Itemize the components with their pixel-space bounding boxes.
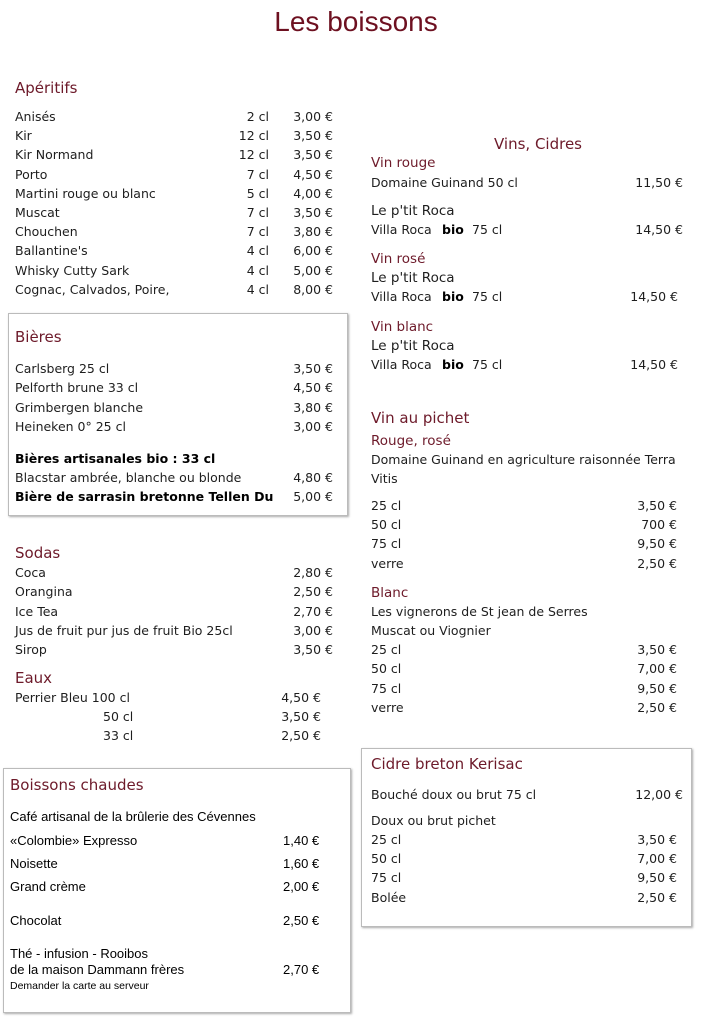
item-price: 3,50 €: [293, 642, 333, 658]
item-price: 2,00 €: [283, 879, 320, 894]
item-name: Martini rouge ou blanc: [15, 185, 156, 201]
item-name: «Colombie» Expresso: [10, 833, 138, 848]
item-price: 2,50 €: [637, 699, 677, 715]
item-price: 2,50 €: [637, 555, 677, 571]
item-name: Muscat: [15, 205, 60, 220]
item-name: 50 cl: [371, 661, 402, 677]
item-name: Kir: [15, 128, 32, 144]
item-name: 75 cl: [371, 680, 402, 696]
item-name: 25 cl: [371, 642, 402, 657]
item-volume: 75 cl: [472, 222, 503, 237]
bio-label: bio: [442, 222, 464, 237]
item-price: 2,70 €: [283, 962, 320, 977]
bio-label: bio: [442, 357, 464, 372]
item-name: Blacstar ambrée, blanche ou blonde: [15, 470, 242, 485]
item-volume: 4 cl: [246, 262, 269, 278]
item-price: 11,50 €: [635, 175, 683, 190]
item-price: 2,50 €: [637, 889, 677, 905]
item-price: 3,00 €: [293, 418, 333, 434]
section-heading-pitcher-wine: Vin au pichet: [371, 409, 470, 427]
item-name: Ice Tea: [15, 603, 59, 619]
item-name: Ballantine's: [15, 243, 88, 259]
item-name: Orangina: [15, 584, 73, 600]
section-heading-aperitifs: Apéritifs: [15, 79, 78, 97]
item-name: Noisette: [10, 856, 58, 871]
item-price: 3,00 €: [293, 109, 333, 124]
item-name: Pelforth brune 33 cl: [15, 380, 139, 396]
page-title: Les boissons: [274, 6, 438, 37]
pitcher-category-white: Blanc: [371, 585, 409, 601]
item-name: Sirop: [15, 642, 47, 658]
wine-subheading: Le p'tit Roca: [371, 203, 455, 219]
item-name: Coca: [15, 565, 46, 580]
item-volume: 2 cl: [246, 109, 269, 124]
pitcher-description: Vitis: [371, 471, 398, 486]
item-volume: 75 cl: [472, 289, 503, 304]
item-name: Bière de sarrasin bretonne Tellen Du: [15, 489, 274, 504]
item-price: 14,50 €: [630, 289, 678, 304]
item-price: 3,50 €: [637, 498, 677, 513]
bio-label: bio: [442, 289, 464, 304]
item-price: 8,00 €: [293, 281, 333, 297]
item-price: 3,50 €: [293, 205, 333, 220]
item-name: Heineken 0° 25 cl: [15, 418, 126, 434]
item-name: 75 cl: [371, 536, 402, 552]
item-price: 3,50 €: [293, 361, 333, 376]
item-price: 1,60 €: [283, 856, 320, 871]
item-price: 700 €: [641, 517, 677, 533]
tea-line-1: Thé - infusion - Rooibos: [10, 946, 149, 961]
item-name: Porto: [15, 166, 48, 182]
item-name: 75 cl: [371, 870, 402, 886]
item-price: 2,80 €: [293, 565, 333, 580]
item-price: 5,00 €: [293, 262, 333, 278]
item-price: 3,50 €: [637, 832, 677, 847]
item-price: 3,80 €: [293, 399, 333, 415]
wine-category-rose: Vin rosé: [371, 251, 426, 267]
item-name: verre: [371, 555, 404, 571]
item-price: 3,80 €: [293, 224, 333, 240]
item-volume: 5 cl: [246, 185, 269, 201]
item-price: 12,00 €: [635, 787, 683, 802]
item-volume: 12 cl: [238, 128, 269, 144]
item-price: 4,80 €: [293, 470, 333, 485]
item-name: Anisés: [15, 109, 56, 124]
item-price: 3,00 €: [293, 622, 333, 638]
item-volume: 12 cl: [238, 147, 269, 163]
item-name: verre: [371, 699, 404, 715]
item-price: 2,50 €: [283, 913, 320, 928]
item-name: 50 cl: [371, 517, 402, 533]
item-price: 1,40 €: [283, 833, 320, 848]
item-price: 4,50 €: [293, 166, 333, 182]
item-price: 7,00 €: [637, 661, 677, 677]
item-price: 3,50 €: [637, 642, 677, 657]
item-volume: 7 cl: [246, 166, 269, 182]
item-price: 4,50 €: [293, 380, 333, 396]
item-price: 14,50 €: [635, 222, 683, 237]
pitcher-description: Domaine Guinand en agriculture raisonnée Terra: [371, 452, 676, 467]
item-volume: 7 cl: [246, 205, 269, 220]
item-name: Chocolat: [10, 913, 62, 928]
item-price: 5,00 €: [293, 489, 333, 504]
section-heading-sodas: Sodas: [15, 544, 61, 562]
wine-subheading: Le p'tit Roca: [371, 270, 455, 286]
subheading-craft-beers: Bières artisanales bio : 33 cl: [15, 451, 216, 466]
item-price: 7,00 €: [637, 851, 677, 867]
item-name: Carlsberg 25 cl: [15, 361, 110, 376]
wine-category-white: Vin blanc: [371, 319, 434, 335]
item-price: 6,00 €: [293, 243, 333, 259]
item-volume: 4 cl: [246, 281, 269, 297]
section-heading-beers: Bières: [15, 328, 62, 346]
item-name: Villa Roca: [371, 222, 432, 237]
item-price: 9,50 €: [637, 536, 677, 552]
section-heading-cider: Cidre breton Kerisac: [371, 755, 523, 773]
item-name: 25 cl: [371, 832, 402, 847]
section-heading-waters: Eaux: [15, 669, 53, 687]
item-price: 9,50 €: [637, 870, 677, 886]
item-volume: 75 cl: [472, 357, 503, 372]
item-price: 2,50 €: [281, 728, 321, 743]
item-name: 50 cl: [371, 851, 402, 867]
item-price: 3,50 €: [281, 709, 321, 724]
item-name: Grimbergen blanche: [15, 399, 144, 415]
section-heading-wines: Vins, Cidres: [494, 135, 583, 153]
item-price: 9,50 €: [637, 680, 677, 696]
item-name: 25 cl: [371, 498, 402, 513]
item-name: Jus de fruit pur jus de fruit Bio 25cl: [15, 622, 233, 638]
item-name: 50 cl: [103, 709, 134, 724]
item-name: Grand crème: [10, 879, 86, 894]
item-price: 2,50 €: [293, 584, 333, 600]
pitcher-description: Muscat ou Viognier: [371, 623, 491, 638]
pitcher-description: Les vignerons de St jean de Serres: [371, 604, 588, 619]
section-heading-hot-drinks: Boissons chaudes: [10, 776, 144, 794]
wine-subheading: Le p'tit Roca: [371, 338, 455, 354]
server-note: Demander la carte au serveur: [10, 980, 149, 992]
item-name: Bouché doux ou brut 75 cl: [371, 787, 537, 802]
item-name: Chouchen: [15, 224, 78, 240]
item-volume: 4 cl: [246, 243, 269, 259]
item-price: 3,50 €: [293, 147, 333, 163]
cider-pitcher-label: Doux ou brut pichet: [371, 813, 496, 828]
item-name: Kir Normand: [15, 147, 94, 163]
tea-line-2: de la maison Dammann frères: [10, 962, 185, 977]
item-price: 2,70 €: [293, 603, 333, 619]
item-name: Domaine Guinand 50 cl: [371, 175, 518, 190]
item-name: Cognac, Calvados, Poire,: [15, 281, 170, 297]
item-price: 3,50 €: [293, 128, 333, 144]
item-name: Villa Roca: [371, 357, 432, 372]
item-volume: 7 cl: [246, 224, 269, 240]
item-name: Whisky Cutty Sark: [15, 262, 130, 278]
item-price: 4,00 €: [293, 185, 333, 201]
item-name: 33 cl: [103, 728, 134, 743]
item-name: Bolée: [371, 889, 407, 905]
item-name: Villa Roca: [371, 289, 432, 304]
pitcher-category-red-rose: Rouge, rosé: [371, 433, 451, 449]
item-name: Perrier Bleu 100 cl: [15, 690, 130, 705]
wine-category-red: Vin rouge: [371, 155, 436, 171]
subheading-coffee: Café artisanal de la brûlerie des Cévennes: [10, 809, 256, 824]
item-price: 4,50 €: [281, 690, 321, 705]
item-price: 14,50 €: [630, 357, 678, 372]
